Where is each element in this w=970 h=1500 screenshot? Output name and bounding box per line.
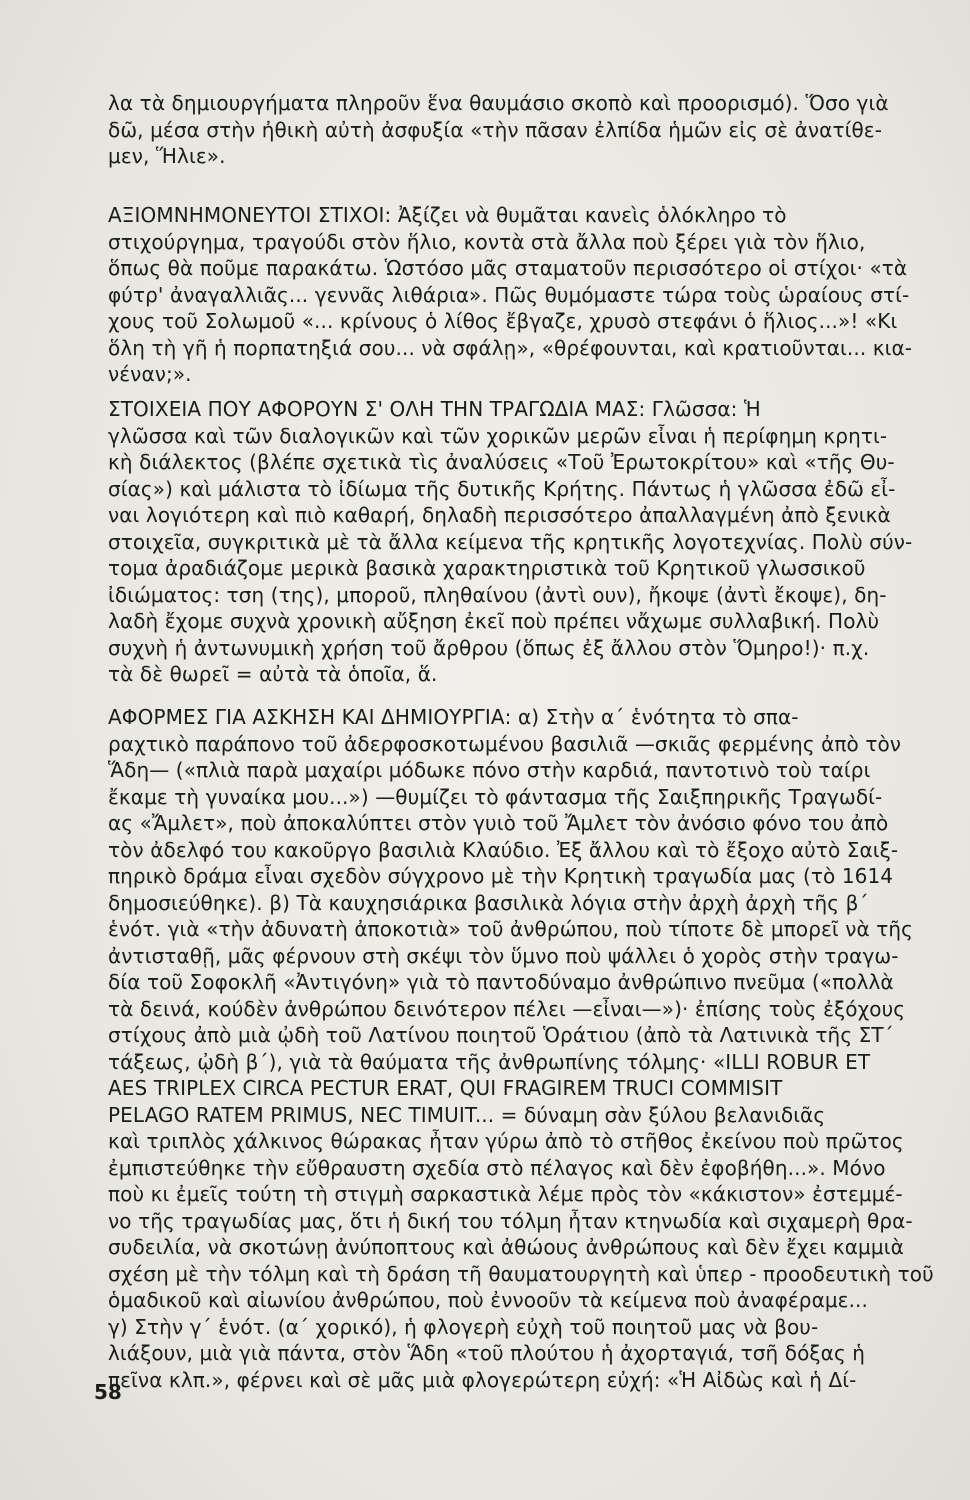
text-line: μεν, Ἥλιε». [108, 144, 226, 168]
text-line: λιάξουν, μιὰ γιὰ πάντα, στὸν Ἅδη «τοῦ πλούτου ἡ ἀχορταγιά, τσῆ δόξας ἡ [108, 1341, 866, 1365]
text-line: ἀντισταθῇ, μᾶς φέρνουν στὴ σκέψι τὸν ὕμνο ποὺ ψάλλει ὁ χορὸς στὴν τραγω- [108, 943, 899, 968]
text-line: ποὺ κι ἐμεῖς τούτη τὴ στιγμὴ σαρκαστικὰ λέμε πρὸς τὸν «κάκιστον» ἐστεμμέ- [108, 1182, 903, 1206]
text-line: ἑνότ. γιὰ «τὴν ἀδυνατὴ ἀποκοτιὰ» τοῦ ἀνθρώπου, ποὺ τίποτε δὲ μπορεῖ νὰ τῆς [108, 917, 914, 941]
text-line: στιχούργημα, τραγούδι στὸν ἥλιο, κοντὰ στὰ ἄλλα ποὺ ξέρει γιὰ τὸν ἥλιο, [108, 229, 866, 254]
text-line: νο τῆς τραγωδίας μας, ὅτι ἡ δική του τόλμη ἦταν κτηνωδία καὶ σιχαμερὴ θρα- [108, 1208, 913, 1233]
text-line: στίχους ἀπὸ μιὰ ᾠδὴ τοῦ Λατίνου ποιητοῦ Ὁράτιου (ἀπὸ τὰ Λατινικὰ τῆς ΣΤ΄ [108, 1023, 894, 1047]
text-line: ὅπως θὰ ποῦμε παρακάτω. Ὡστόσο μᾶς σταματοῦν περισσότερο οἱ στίχοι· «τὰ [108, 256, 908, 280]
text-line: νέναν;». [108, 362, 192, 386]
paragraph-intro [108, 90, 889, 170]
text-line-rest: α) Στὴν α΄ ἑνότητα τὸ σπα- [511, 705, 799, 729]
text-line: λα τὰ δημιουργήματα πληροῦν ἕνα θαυμάσιο σκοπὸ καὶ προορισμό). Ὅσο γιὰ [108, 91, 889, 115]
text-line-rest: Ἀξίζει νὰ θυμᾶται κανεὶς ὁλόκληρο τὸ [391, 203, 787, 227]
text-line: χους τοῦ Σολωμοῦ «... κρίνους ὁ λίθος ἔβγαζε, χρυσὸ στεφάνι ὁ ἥλιος...»! «Κι [108, 309, 898, 333]
text-line: κὴ διάλεκτος (βλέπε σχετικὰ τὶς ἀναλύσεις «Τοῦ Ἐρωτοκρίτου» καὶ «τῆς Θυ- [108, 450, 895, 474]
text-line: Ἅδη— («πλιὰ παρὰ μαχαίρι μόδωκε πόνο στὴν καρδιά, παντοτινὸ τοὺ ταίρι [108, 758, 871, 782]
text-line: AES TRIPLEX CIRCA PECTUR ERAT, QUI FRAGIREM TRUCI COMMISIT [108, 1076, 783, 1100]
text-line: δῶ, μέσα στὴν ἠθικὴ αὐτὴ ἀσφυξία «τὴν πᾶσαν ἐλπίδα ἡμῶν εἰς σὲ ἀνατίθε- [108, 117, 883, 142]
text-line: καὶ τριπλὸς χάλκινος θώρακας ἦταν γύρω ἀπὸ τὸ στῆθος ἐκείνου ποὺ πρῶτος [108, 1129, 904, 1153]
text-line: ας «Ἄμλετ», ποὺ ἀποκαλύπτει στὸν γυιὸ τοῦ Ἄμλετ τὸν ἀνόσιο φόνο του ἀπὸ [108, 811, 889, 835]
text-line-rest: Γλῶσσα: Ἡ [645, 397, 761, 421]
text-line: ἐμπιστεύθηκε τὴν εὔθραυστη σχεδία στὸ πέλαγος καὶ δὲν ἐφοβήθη...». Μόνο [108, 1155, 886, 1180]
text-line: γλῶσσα καὶ τῶν διαλογικῶν καὶ τῶν χορικῶν μερῶν εἶναι ἡ περίφημη κρητι- [108, 423, 888, 448]
section-heading: ΣΤΟΙΧΕΙΑ ΠΟΥ ΑΦΟΡΟΥΝ Σ' ΟΛΗ ΤΗΝ ΤΡΑΓΩΔΙΑ ΜΑΣ: [108, 397, 646, 421]
text-line: τὰ δεινά, κούδὲν ἀνθρώπου δεινότερον πέλει —εἶναι—»)· ἐπίσης τοὺς ἐξόχους [108, 996, 906, 1021]
text-line: ναι λογιότερη καὶ πιὸ καθαρή, δηλαδὴ περισσότερο ἀπαλλαγμένη ἀπὸ ξενικὰ [108, 503, 891, 527]
text-line: συδειλία, νὰ σκοτώνῃ ἀνύποπτους καὶ ἀθώους ἀνθρώπους καὶ δὲν ἔχει καμμιὰ [108, 1235, 904, 1259]
text-line [108, 704, 934, 731]
text-line [108, 202, 912, 229]
text-line: ὅλη τὴ γῆ ἡ πορπατηξιά σου... νὰ σφάλῃ», «θρέφουνται, καὶ κρατιοῦνται... κια- [108, 335, 913, 360]
text-line [108, 396, 912, 423]
text-line: ὁμαδικοῦ καὶ αἰωνίου ἀνθρώπου, ποὺ ἐννοοῦν τὰ κείμενα ποὺ ἀναφέραμε... [108, 1288, 868, 1312]
paragraph-exercise-prompts [108, 704, 934, 1393]
text-line: PELAGO RATEM PRIMUS, NEC TIMUIT... = δύναμη σὰν ξύλου βελανιδιᾶς [108, 1102, 826, 1127]
text-line: ραχτικὸ παράπονο τοῦ ἀδερφοσκοτωμένου βασιλιᾶ —σκιᾶς φερμένης ἀπὸ τὸν [108, 731, 902, 756]
text-line: ἔκαμε τὴ γυναίκα μου...») —θυμίζει τὸ φάντασμα τῆς Σαιξπηρικῆς Τραγωδί- [108, 784, 883, 809]
text-line: γ) Στὴν γ΄ ἑνότ. (α΄ χορικό), ἡ φλογερὴ εὐχὴ τοῦ ποιητοῦ μας νὰ βου- [108, 1314, 819, 1339]
paragraph-tragedy-elements [108, 396, 912, 688]
text-line: δημοσιεύθηκε). β) Τὰ καυχησιάρικα βασιλικὰ λόγια στὴν ἀρχὴ ἀρχὴ τῆς β΄ [108, 890, 869, 915]
text-line: ἰδιώματος: τση (της), μποροῦ, πληθαίνου (ἀντὶ ουν), ἤκοψε (ἀντὶ ἔκοψε), δη- [108, 582, 887, 607]
text-line: πεῖνα κλπ.», φέρνει καὶ σὲ μᾶς μιὰ φλογερώτερη εὐχή: «Ἡ Αἰδὼς καὶ ἡ Δί- [108, 1367, 857, 1392]
text-line: τὰ δὲ θωρεῖ = αὐτὰ τὰ ὁποῖα, ἅ. [108, 662, 438, 686]
text-line: πηρικὸ δράμα εἶναι σχεδὸν σύγχρονο μὲ τὴν Κρητικὴ τραγωδία μας (τὸ 1614 [108, 864, 894, 888]
text-line: σίας») καὶ μάλιστα τὸ ἰδίωμα τῆς δυτικῆς Κρήτης. Πάντως ἡ γλῶσσα ἐδῶ εἶ- [108, 476, 896, 501]
text-line: σχέση μὲ τὴν τόλμη καὶ τὴ δράση τῆ θαυματουργητὴ καὶ ὑπερ - προοδευτικὴ τοῦ [108, 1261, 934, 1286]
section-heading: ΑΦΟΡΜΕΣ ΓΙΑ ΑΣΚΗΣΗ ΚΑΙ ΔΗΜΙΟΥΡΓΙΑ: [108, 705, 512, 729]
text-line: φύτρ' ἀναγαλλιᾶς... γεννᾶς λιθάρια». Πῶς θυμόμαστε τώρα τοὺς ὡραίους στί- [108, 282, 910, 307]
text-line: τὸν ἀδελφό του κακοῦργο βασιλιὰ Κλαύδιο. Ἐξ ἄλλου καὶ τὸ ἔξοχο αὐτὸ Σαιξ- [108, 837, 899, 862]
text-line: στοιχεῖα, συγκριτικὰ μὲ τὰ ἄλλα κείμενα τῆς κρητικῆς λογοτεχνίας. Πολὺ σύν- [108, 529, 913, 554]
text-line: τομα ἀραδιάζομε μερικὰ βασικὰ χαρακτηριστικὰ τοῦ Κρητικοῦ γλωσσικοῦ [108, 556, 866, 580]
text-line: δία τοῦ Σοφοκλῆ «Ἀντιγόνη» γιὰ τὸ παντοδύναμο ἀνθρώπινο πνεῦμα («πολλὰ [108, 970, 894, 994]
text-line: συχνὴ ἡ ἀντωνυμικὴ χρήση τοῦ ἄρθρου (ὅπως ἐξ ἄλλου στὸν Ὅμηρο!)· π.χ. [108, 635, 870, 660]
page-number: 58 [94, 1380, 122, 1404]
section-heading: ΑΞΙΟΜΝΗΜΟΝΕΥΤΟΙ ΣΤΙΧΟΙ: [108, 203, 392, 227]
text-line: τάξεως, ᾠδὴ β΄), γιὰ τὰ θαύματα τῆς ἀνθρωπίνης τόλμης· «ILLI ROBUR ET [108, 1049, 871, 1074]
text-line: λαδὴ ἔχομε συχνὰ χρονικὴ αὔξηση ἐκεῖ ποὺ πρέπει νἄχωμε συλλαβική. Πολὺ [108, 609, 880, 633]
paragraph-memorable-verses [108, 202, 912, 388]
